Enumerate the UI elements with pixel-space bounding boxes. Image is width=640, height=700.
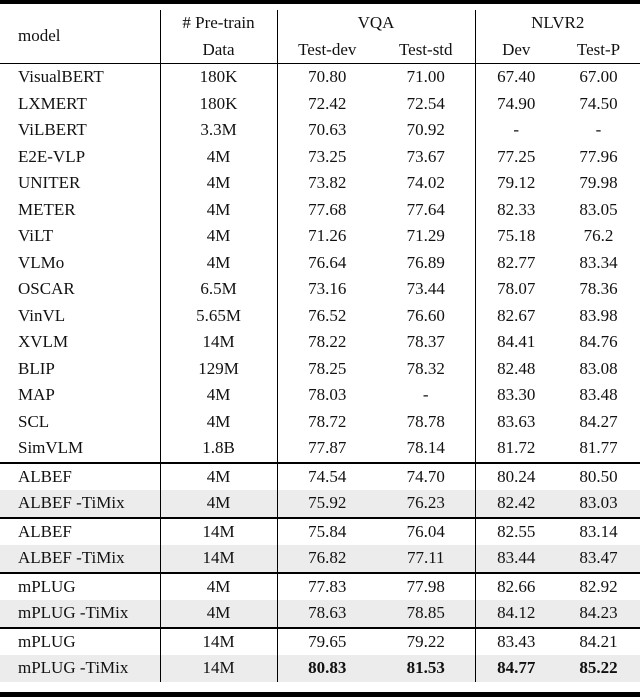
cell-model: XVLM (0, 329, 160, 356)
cell-vqa-test-dev: 76.82 (277, 545, 377, 573)
cell-nlvr2-test-p: 85.22 (557, 655, 640, 682)
cell-model: mPLUG -TiMix (0, 600, 160, 628)
cell-nlvr2-test-p: 84.23 (557, 600, 640, 628)
table-row (0, 329, 640, 356)
cell-model: ALBEF (0, 463, 160, 491)
cell-vqa-test-dev: 71.26 (308, 226, 347, 245)
cell-nlvr2-test-p: 83.98 (579, 305, 618, 325)
cell-nlvr2-dev: 83.44 (475, 545, 557, 573)
cell-pretrain-data: 4M (160, 573, 277, 601)
cell-nlvr2-dev: 67.40 (497, 67, 536, 86)
cell-vqa-test-dev: 74.54 (277, 463, 377, 491)
cell-pretrain-data: 5.65M (160, 303, 277, 330)
cell-model: BLIP (0, 356, 160, 383)
cell-pretrain-data: 180K (160, 91, 277, 118)
table-row (0, 573, 640, 601)
cell-vqa-test-dev: 73.82 (308, 173, 347, 192)
cell-nlvr2-dev: 83.43 (475, 628, 557, 656)
cell-vqa-test-std: 74.70 (377, 463, 475, 491)
cell-pretrain-data: 180K (160, 64, 277, 91)
cell-vqa-test-dev: 77.83 (277, 573, 377, 601)
header-row-1 (0, 10, 640, 37)
cell-model: ALBEF (0, 518, 160, 546)
cell-vqa-test-dev: 76.64 (308, 252, 347, 272)
cell-nlvr2-dev: 78.07 (497, 279, 536, 298)
cell-nlvr2-test-p: 83.03 (557, 490, 640, 518)
cell-vqa-test-std: - (377, 382, 475, 409)
cell-nlvr2-dev: 83.30 (497, 385, 536, 404)
cell-pretrain-data: 4M (160, 223, 277, 250)
cell-vqa-test-std: 78.37 (377, 329, 475, 356)
cell-pretrain-data: 129M (160, 356, 277, 383)
table-row (0, 144, 640, 171)
cell-vqa-test-dev: 80.83 (277, 655, 377, 682)
cell-nlvr2-dev: 81.72 (497, 438, 536, 457)
cell-nlvr2-dev: 82.33 (497, 199, 536, 219)
cell-vqa-test-std: 76.89 (377, 250, 475, 277)
table-row (0, 545, 640, 573)
table-row (0, 170, 640, 197)
cell-vqa-test-dev: 77.68 (308, 199, 347, 219)
cell-model: MAP (0, 382, 160, 409)
cell-pretrain-data: 3.3M (160, 117, 277, 144)
cell-pretrain-data: 14M (160, 655, 277, 682)
cell-pretrain-data: 4M (160, 490, 277, 518)
cell-nlvr2-dev: 82.77 (497, 252, 536, 272)
cell-nlvr2-test-p: 78.36 (579, 279, 618, 298)
cell-vqa-test-dev: 78.63 (277, 600, 377, 628)
cell-nlvr2-test-p: 84.21 (557, 628, 640, 656)
header-vqa-test-std: Test-std (377, 37, 475, 64)
cell-pretrain-data: 14M (160, 329, 277, 356)
cell-pretrain-data: 4M (160, 463, 277, 491)
table-row (0, 518, 640, 546)
cell-vqa-test-dev: 75.84 (277, 518, 377, 546)
cell-vqa-test-dev: 78.03 (308, 385, 347, 404)
cell-nlvr2-dev: 80.24 (475, 463, 557, 491)
cell-nlvr2-test-p: 83.47 (557, 545, 640, 573)
cell-vqa-test-dev: 78.72 (308, 411, 347, 431)
cell-vqa-test-dev: 73.25 (308, 146, 347, 166)
table-row (0, 435, 640, 463)
header-nlvr2-dev: Dev (475, 37, 557, 64)
cell-nlvr2-dev: 82.42 (475, 490, 557, 518)
cell-nlvr2-test-p: 83.14 (557, 518, 640, 546)
cell-nlvr2-test-p: 83.08 (579, 358, 618, 378)
cell-nlvr2-dev: 82.66 (475, 573, 557, 601)
cell-model: METER (0, 197, 160, 224)
table-row (0, 382, 640, 409)
cell-nlvr2-dev: 82.48 (497, 358, 536, 378)
cell-model: ALBEF -TiMix (0, 490, 160, 518)
cell-pretrain-data: 4M (160, 144, 277, 171)
cell-nlvr2-test-p: - (595, 120, 602, 139)
cell-vqa-test-std: 72.54 (377, 91, 475, 118)
cell-nlvr2-dev: 74.90 (497, 93, 536, 113)
cell-nlvr2-test-p: 76.2 (583, 226, 614, 245)
cell-nlvr2-test-p: 84.76 (579, 332, 618, 351)
cell-model: ViLBERT (0, 117, 160, 144)
cell-nlvr2-test-p: 82.92 (557, 573, 640, 601)
header-vqa-test-dev: Test-dev (277, 37, 377, 64)
cell-nlvr2-dev: 84.77 (475, 655, 557, 682)
cell-nlvr2-dev: 82.67 (497, 305, 536, 325)
cell-model: VinVL (0, 303, 160, 330)
cell-vqa-test-dev: 72.42 (308, 93, 347, 113)
cell-pretrain-data: 1.8B (160, 435, 277, 463)
cell-model: SCL (0, 409, 160, 436)
cell-nlvr2-dev: 82.55 (475, 518, 557, 546)
table-row (0, 628, 640, 656)
cell-vqa-test-dev: 77.87 (308, 438, 347, 457)
table-row (0, 91, 640, 118)
cell-vqa-test-std: 77.11 (377, 545, 475, 573)
table-body (0, 64, 640, 682)
cell-model: E2E-VLP (0, 144, 160, 171)
table-row (0, 117, 640, 144)
cell-model: mPLUG (0, 628, 160, 656)
cell-model: UNITER (0, 170, 160, 197)
cell-vqa-test-std: 77.64 (377, 197, 475, 224)
header-nlvr2: NLVR2 (531, 13, 585, 32)
table-row (0, 490, 640, 518)
results-table (0, 10, 640, 682)
cell-pretrain-data: 14M (160, 518, 277, 546)
cell-vqa-test-std: 76.60 (377, 303, 475, 330)
cell-nlvr2-test-p: 83.48 (579, 385, 618, 404)
table-row (0, 409, 640, 436)
cell-model: mPLUG -TiMix (0, 655, 160, 682)
cell-model: OSCAR (0, 276, 160, 303)
cell-vqa-test-dev: 70.63 (308, 120, 347, 139)
cell-pretrain-data: 4M (160, 600, 277, 628)
cell-vqa-test-dev: 76.52 (308, 305, 347, 325)
cell-model: LXMERT (0, 91, 160, 118)
cell-pretrain-data: 4M (160, 170, 277, 197)
cell-nlvr2-test-p: 67.00 (579, 67, 618, 86)
cell-vqa-test-dev: 78.22 (308, 332, 347, 351)
table-row (0, 197, 640, 224)
table-row (0, 356, 640, 383)
cell-vqa-test-std: 70.92 (377, 117, 475, 144)
cell-vqa-test-std: 78.85 (377, 600, 475, 628)
header-pretrain-line1: # Pre-train (160, 10, 277, 37)
cell-nlvr2-test-p: 79.98 (579, 173, 618, 192)
cell-nlvr2-dev: 77.25 (497, 146, 536, 166)
header-pretrain-line2: Data (160, 37, 277, 64)
cell-vqa-test-std: 81.53 (377, 655, 475, 682)
cell-vqa-test-std: 78.32 (377, 356, 475, 383)
cell-nlvr2-dev: 79.12 (497, 173, 536, 192)
bottom-rule (0, 692, 640, 697)
top-rule (0, 0, 640, 4)
table-row (0, 303, 640, 330)
cell-nlvr2-dev: - (513, 120, 520, 139)
cell-model: mPLUG (0, 573, 160, 601)
cell-vqa-test-std: 78.78 (377, 409, 475, 436)
cell-pretrain-data: 4M (160, 382, 277, 409)
cell-pretrain-data: 4M (160, 197, 277, 224)
cell-vqa-test-std: 74.02 (377, 170, 475, 197)
cell-nlvr2-test-p: 80.50 (557, 463, 640, 491)
cell-vqa-test-std: 71.00 (377, 64, 475, 91)
cell-vqa-test-std: 77.98 (377, 573, 475, 601)
header-model: model (0, 10, 160, 64)
table-row (0, 276, 640, 303)
cell-model: ALBEF -TiMix (0, 545, 160, 573)
cell-vqa-test-dev: 79.65 (277, 628, 377, 656)
cell-vqa-test-std: 71.29 (377, 223, 475, 250)
cell-vqa-test-std: 78.14 (377, 435, 475, 463)
table-row (0, 655, 640, 682)
cell-model: VisualBERT (0, 64, 160, 91)
cell-nlvr2-dev: 75.18 (497, 226, 536, 245)
cell-nlvr2-dev: 83.63 (497, 411, 536, 431)
cell-vqa-test-std: 76.04 (377, 518, 475, 546)
cell-model: SimVLM (0, 435, 160, 463)
cell-pretrain-data: 14M (160, 545, 277, 573)
cell-model: VLMo (0, 250, 160, 277)
cell-nlvr2-test-p: 77.96 (579, 146, 618, 166)
cell-pretrain-data: 4M (160, 409, 277, 436)
cell-vqa-test-std: 76.23 (377, 490, 475, 518)
cell-vqa-test-dev: 75.92 (277, 490, 377, 518)
cell-nlvr2-dev: 84.41 (497, 332, 536, 351)
cell-vqa-test-dev: 73.16 (308, 279, 347, 298)
table-row (0, 463, 640, 491)
cell-pretrain-data: 4M (160, 250, 277, 277)
cell-vqa-test-dev: 70.80 (308, 67, 347, 86)
header-vqa: VQA (277, 10, 475, 37)
header-nlvr2-test-p: Test-P (557, 37, 640, 64)
cell-nlvr2-dev: 84.12 (475, 600, 557, 628)
cell-vqa-test-std: 79.22 (377, 628, 475, 656)
cell-vqa-test-std: 73.67 (377, 144, 475, 171)
cell-vqa-test-std: 73.44 (377, 276, 475, 303)
cell-nlvr2-test-p: 83.34 (579, 252, 618, 272)
cell-model: ViLT (0, 223, 160, 250)
table-row (0, 64, 640, 91)
cell-nlvr2-test-p: 81.77 (579, 438, 618, 457)
cell-nlvr2-test-p: 84.27 (579, 411, 618, 431)
cell-vqa-test-dev: 78.25 (308, 358, 347, 378)
cell-pretrain-data: 6.5M (160, 276, 277, 303)
cell-pretrain-data: 14M (160, 628, 277, 656)
cell-nlvr2-test-p: 83.05 (579, 199, 618, 219)
table-row (0, 250, 640, 277)
table-row (0, 223, 640, 250)
table-row (0, 600, 640, 628)
cell-nlvr2-test-p: 74.50 (579, 93, 618, 113)
